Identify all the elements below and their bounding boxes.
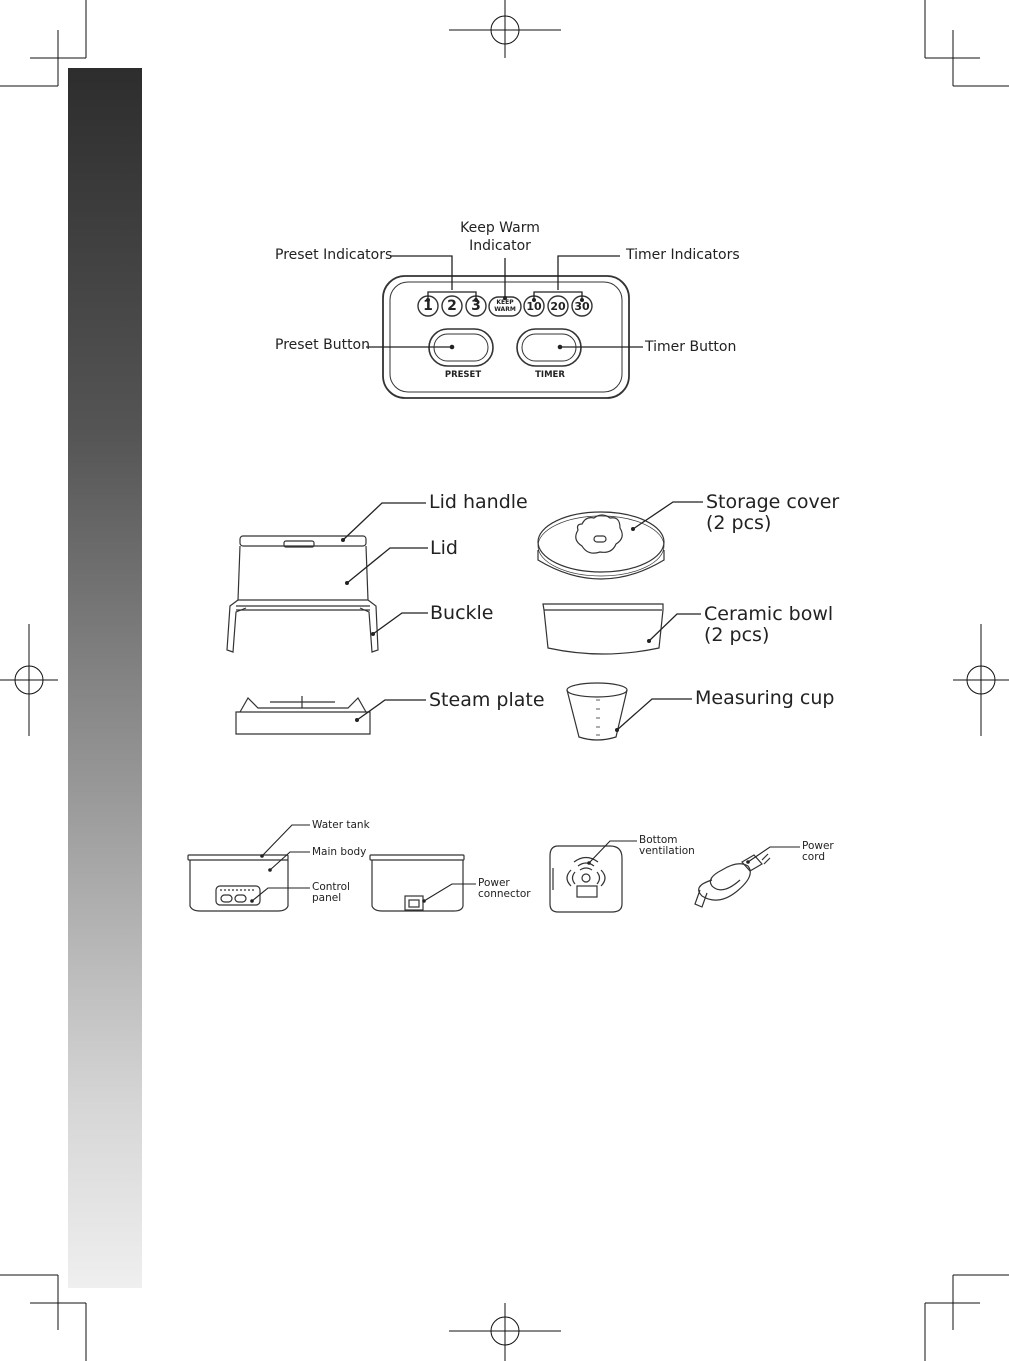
lid-drawing — [227, 536, 378, 652]
steam-plate-drawing — [236, 696, 370, 734]
indicator-30: 30 — [574, 300, 590, 313]
measuring-cup-label: Measuring cup — [695, 687, 835, 709]
indicator-3: 3 — [471, 298, 481, 314]
power-connector-label: Power connector — [478, 877, 531, 901]
preset-button-label: Preset Button — [275, 337, 370, 353]
storage-cover-label: Storage cover (2 pcs) — [706, 491, 840, 534]
timer-button-text: TIMER — [535, 370, 565, 380]
indicator-warm: WARM — [494, 306, 516, 313]
steam-plate-label: Steam plate — [429, 689, 545, 711]
lid-label: Lid — [430, 537, 458, 559]
storage-cover-drawing — [538, 512, 664, 579]
indicator-2: 2 — [447, 298, 457, 314]
power-cord-label: Power cord — [802, 840, 834, 864]
timer-button-label: Timer Button — [645, 339, 737, 355]
bottom-ventilation-label: Bottom ventilation — [639, 834, 695, 858]
base-front-drawing — [188, 855, 288, 911]
water-tank-label: Water tank — [312, 819, 370, 831]
lid-handle-label: Lid handle — [429, 491, 528, 513]
indicator-10: 10 — [526, 300, 542, 313]
timer-indicators-label: Timer Indicators — [626, 247, 740, 263]
indicator-1: 1 — [423, 298, 433, 314]
main-body-label: Main body — [312, 846, 367, 858]
ceramic-bowl-drawing — [543, 604, 663, 654]
indicator-keep: KEEP — [496, 299, 514, 306]
base-back-drawing — [370, 855, 464, 911]
indicator-20: 20 — [550, 300, 566, 313]
control-panel-label: Control panel — [312, 881, 350, 905]
buckle-label: Buckle — [430, 602, 494, 624]
control-panel-drawing — [383, 276, 629, 398]
preset-indicators-label: Preset Indicators — [275, 247, 393, 263]
keep-warm-indicator-label: Keep Warm Indicator — [460, 220, 540, 255]
preset-button-text: PRESET — [444, 370, 482, 380]
base-bottom-drawing — [550, 846, 622, 912]
power-cord-drawing — [695, 854, 770, 907]
ceramic-bowl-label: Ceramic bowl (2 pcs) — [704, 603, 834, 646]
